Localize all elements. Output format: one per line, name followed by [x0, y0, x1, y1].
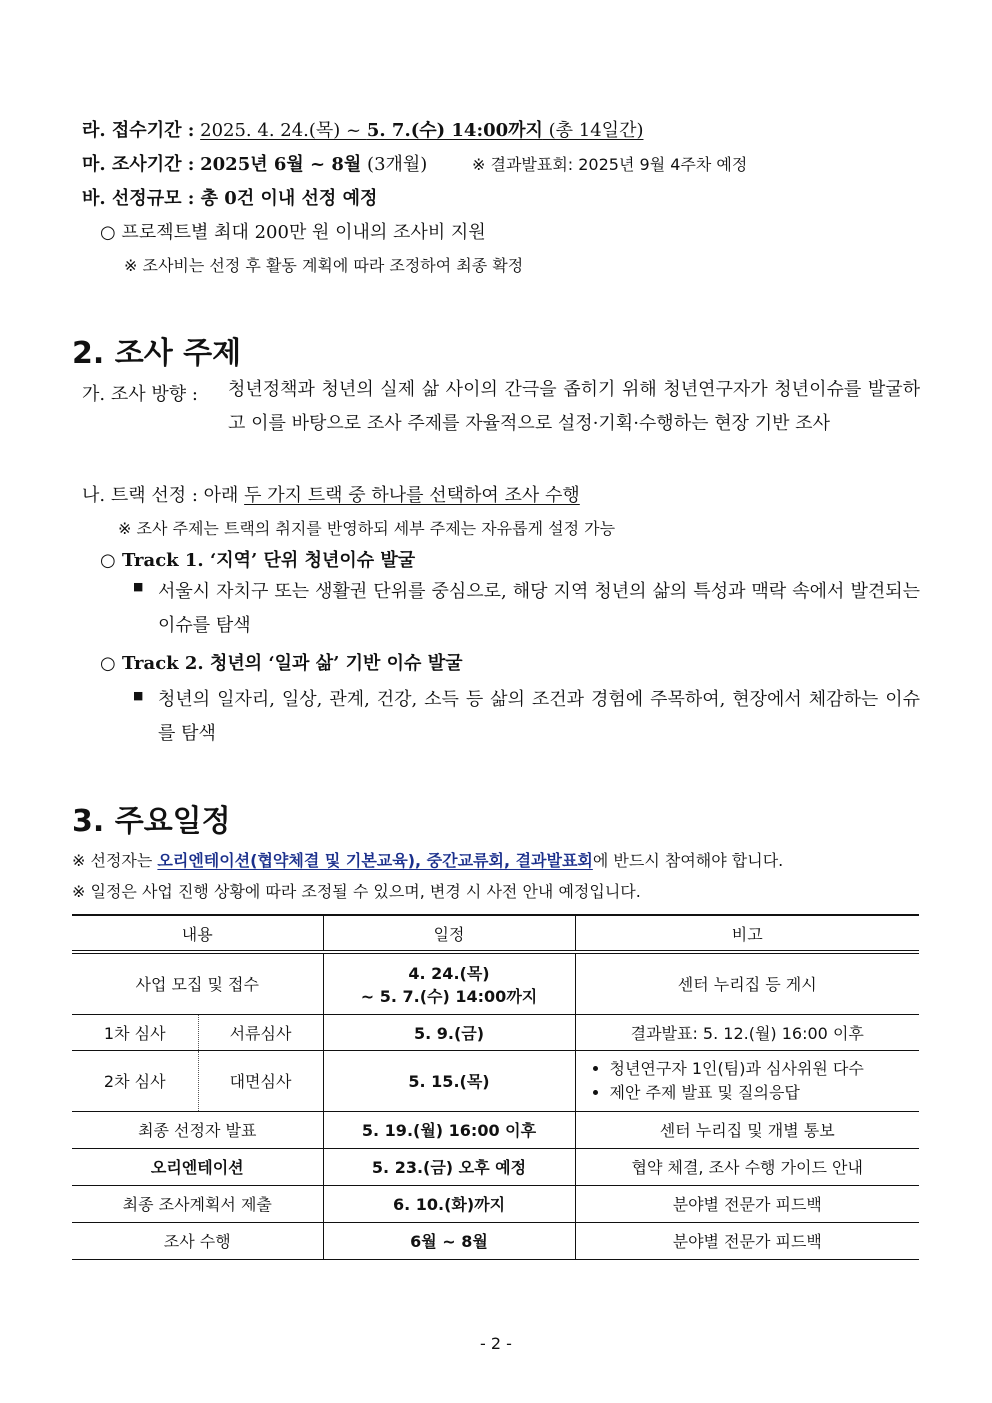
track-2-text: 청년의 일자리, 일상, 관계, 건강, 소득 등 삶의 조건과 경험에 주목하여, 현장에서 체감하는 이슈를 탐색 [158, 689, 920, 744]
row7-content: 조사 수행 [72, 1222, 323, 1259]
research-direction-label: 가. 조사 방향 : [82, 384, 198, 405]
row4-note: 센터 누리집 및 개별 통보 [575, 1111, 919, 1148]
row3-note-item1: • 청년연구자 1인(팀)과 심사위원 다수 [610, 1057, 920, 1081]
row3-date: 5. 15.(목) [323, 1050, 575, 1111]
participation-note [72, 848, 783, 871]
track-2-bullet-icon: ■ [133, 689, 144, 702]
row7-note: 분야별 전문가 피드백 [575, 1222, 919, 1259]
row2-note: 결과발표: 5. 12.(월) 16:00 이후 [575, 1014, 919, 1050]
application-period-label: 라. 접수기간 : [82, 120, 195, 141]
application-period-end: 5. 7.(수) 14:00까지 [366, 120, 543, 141]
row6-date: 6. 10.(화)까지 [323, 1185, 575, 1222]
section-2-title: 2. 조사 주제 [72, 336, 242, 371]
row3-stage: 2차 심사 [72, 1050, 198, 1111]
row1-date-line1: 4. 24.(목) [408, 963, 490, 983]
row4-date: 5. 19.(월) 16:00 이후 [323, 1111, 575, 1148]
row2-type: 서류심사 [198, 1014, 323, 1050]
header-date: 일정 [323, 915, 575, 952]
table-row [72, 1050, 919, 1111]
header-content: 내용 [72, 915, 323, 952]
row3-note-item2: • 제안 주제 발표 및 질의응답 [610, 1081, 920, 1105]
track-1-bullet-icon: ■ [133, 580, 144, 593]
row2-stage: 1차 심사 [72, 1014, 198, 1050]
application-period [82, 116, 643, 142]
table-row [72, 1148, 919, 1185]
row3-type: 대면심사 [198, 1050, 323, 1111]
row1-date [323, 952, 575, 1014]
row6-note: 분야별 전문가 피드백 [575, 1185, 919, 1222]
track-selection [82, 481, 580, 507]
row5-date: 5. 23.(금) 오후 예정 [323, 1148, 575, 1185]
table-row [72, 1014, 919, 1050]
result-presentation-note: ※ 결과발표회: 2025년 9월 4주차 예정 [472, 155, 748, 174]
track-2-title: ○ Track 2. 청년의 ‘일과 삶’ 기반 이슈 발굴 [100, 653, 463, 674]
table-row [72, 952, 919, 1014]
row6-content: 최종 조사계획서 제출 [72, 1185, 323, 1222]
participation-note-suffix: 에 반드시 참여해야 합니다. [592, 851, 784, 870]
track-1-text: 서울시 자치구 또는 생활권 단위를 중심으로, 해당 지역 청년의 삶의 특성과 맥락 속에서 발견되는 이슈를 탐색 [158, 581, 920, 636]
row2-date: 5. 9.(금) [323, 1014, 575, 1050]
research-period-label: 마. 조사기간 : [82, 154, 195, 175]
row1-content: 사업 모집 및 접수 [72, 952, 323, 1014]
row7-date: 6월 ~ 8월 [323, 1222, 575, 1259]
research-period-value: 2025년 6월 ~ 8월 [200, 154, 362, 175]
section-3-title: 3. 주요일정 [72, 804, 231, 839]
row5-note: 협약 체결, 조사 수행 가이드 안내 [575, 1148, 919, 1185]
row1-note: 센터 누리집 등 게시 [575, 952, 919, 1014]
header-note: 비고 [575, 915, 919, 952]
research-direction-text: 청년정책과 청년의 실제 삶 사이의 간극을 좁히기 위해 청년연구자가 청년이슈를 발굴하고 이를 바탕으로 조사 주제를 자율적으로 설정·기획·수행하는 현장 기반 조사 [228, 379, 920, 434]
track-1-title: ○ Track 1. ‘지역’ 단위 청년이슈 발굴 [100, 550, 416, 571]
application-period-total: (총 14일간) [542, 120, 644, 141]
schedule-table [72, 914, 919, 1260]
budget-note: ※ 조사비는 선정 후 활동 계획에 따라 조정하여 최종 확정 [124, 256, 524, 275]
track-selection-label: 나. 트랙 선정 : 아래 [82, 485, 245, 506]
participation-note-events: 오리엔테이션(협약체결 및 기본교육), 중간교류회, 결과발표회 [157, 851, 593, 870]
research-period-months: (3개월) [361, 154, 428, 175]
research-period [82, 150, 427, 176]
table-row [72, 1111, 919, 1148]
table-row [72, 1185, 919, 1222]
row5-content: 오리엔테이션 [72, 1148, 323, 1185]
track-selection-underline: 두 가지 트랙 중 하나를 선택하여 조사 수행 [244, 485, 580, 506]
track-note: ※ 조사 주제는 트랙의 취지를 반영하되 세부 주제는 자유롭게 설정 가능 [118, 519, 616, 538]
row4-content: 최종 선정자 발표 [72, 1111, 323, 1148]
participation-note-prefix: ※ 선정자는 [72, 851, 158, 870]
schedule-change-note: ※ 일정은 사업 진행 상황에 따라 조정될 수 있으며, 변경 시 사전 안내 예정입니다. [72, 882, 641, 901]
page-number: - 2 - [480, 1334, 512, 1353]
row3-note [575, 1050, 919, 1111]
selection-scale: 바. 선정규모 : 총 0건 이내 선정 예정 [82, 188, 378, 209]
table-header-row [72, 915, 919, 952]
table-row [72, 1222, 919, 1259]
budget-support-item: ○ 프로젝트별 최대 200만 원 이내의 조사비 지원 [100, 222, 486, 243]
application-period-start: 2025. 4. 24.(목) ~ [200, 120, 367, 141]
row1-date-line2: ~ 5. 7.(수) 14:00까지 [360, 986, 538, 1006]
